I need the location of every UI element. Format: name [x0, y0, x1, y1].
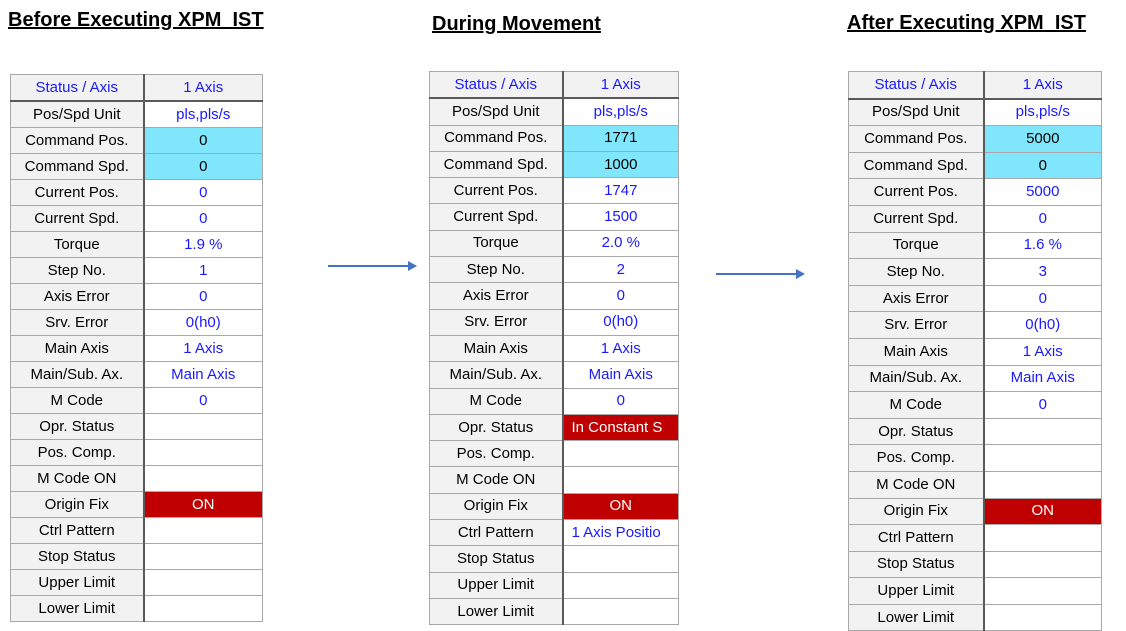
- row-label: Ctrl Pattern: [11, 518, 144, 544]
- row-label: Step No.: [11, 258, 144, 284]
- row-value: 0: [984, 152, 1102, 179]
- row-value: 1 Axis: [984, 72, 1102, 99]
- table-row: [430, 546, 679, 572]
- row-label: Torque: [430, 230, 563, 256]
- row-value: 0: [144, 388, 263, 414]
- row-label: Command Spd.: [11, 154, 144, 180]
- row-label: Command Pos.: [849, 126, 984, 153]
- title-during: During Movement: [432, 13, 601, 35]
- row-value: 5000: [984, 126, 1102, 153]
- row-label: Pos. Comp.: [430, 441, 563, 467]
- table-row: [11, 414, 263, 440]
- table-row: [11, 284, 263, 310]
- row-value: [144, 544, 263, 570]
- title-before: Before Executing XPM_IST: [8, 9, 264, 31]
- table-row: [849, 471, 1102, 498]
- table-row: [849, 578, 1102, 605]
- row-value: [984, 604, 1102, 631]
- row-label: Main Axis: [849, 338, 984, 365]
- row-label: Step No.: [849, 259, 984, 286]
- row-value: [144, 440, 263, 466]
- table-row: [849, 525, 1102, 552]
- table-row: [11, 466, 263, 492]
- row-value: 1500: [563, 204, 679, 230]
- table-row: [11, 362, 263, 388]
- row-value: 0: [144, 154, 263, 180]
- arrow-icon: [716, 267, 806, 281]
- row-label: Status / Axis: [849, 72, 984, 99]
- row-value: Main Axis: [563, 362, 679, 388]
- row-label: Pos/Spd Unit: [430, 98, 563, 125]
- row-label: Upper Limit: [11, 570, 144, 596]
- row-label: Main Axis: [430, 335, 563, 361]
- arrow-icon: [328, 259, 418, 273]
- table-header-row: [430, 72, 679, 99]
- table-row: [11, 232, 263, 258]
- row-label: M Code ON: [849, 471, 984, 498]
- row-value: [144, 466, 263, 492]
- table-row: [849, 205, 1102, 232]
- row-label: Ctrl Pattern: [430, 520, 563, 546]
- row-value: 0: [144, 180, 263, 206]
- row-value: 0(h0): [144, 310, 263, 336]
- row-label: Opr. Status: [849, 418, 984, 445]
- table-row: [430, 98, 679, 125]
- row-value: Main Axis: [984, 365, 1102, 392]
- row-label: Torque: [849, 232, 984, 259]
- table-header-row: [11, 75, 263, 102]
- row-value: [984, 418, 1102, 445]
- table-row: [849, 179, 1102, 206]
- row-label: Main/Sub. Ax.: [11, 362, 144, 388]
- table-row: [11, 310, 263, 336]
- row-label: M Code: [11, 388, 144, 414]
- table-row: [430, 230, 679, 256]
- row-label: Origin Fix: [430, 493, 563, 519]
- table-row: [430, 204, 679, 230]
- table-row: [430, 388, 679, 414]
- row-label: M Code: [430, 388, 563, 414]
- table-row: [849, 551, 1102, 578]
- row-value: 1.9 %: [144, 232, 263, 258]
- row-value: [144, 570, 263, 596]
- table-row: [849, 604, 1102, 631]
- row-value: [563, 598, 679, 624]
- table-row: [11, 492, 263, 518]
- row-label: Lower Limit: [849, 604, 984, 631]
- row-value: [563, 572, 679, 598]
- title-after: After Executing XPM_IST: [847, 12, 1086, 34]
- row-label: Current Spd.: [849, 205, 984, 232]
- row-value: [144, 518, 263, 544]
- row-value: ON: [144, 492, 263, 518]
- table-row: [430, 414, 679, 440]
- row-label: Opr. Status: [430, 414, 563, 440]
- row-label: Ctrl Pattern: [849, 525, 984, 552]
- row-value: [984, 445, 1102, 472]
- row-value: 1 Axis: [984, 338, 1102, 365]
- table-row: [430, 178, 679, 204]
- row-label: Current Pos.: [430, 178, 563, 204]
- row-value: 1: [144, 258, 263, 284]
- row-label: Pos. Comp.: [11, 440, 144, 466]
- table-row: [849, 418, 1102, 445]
- row-label: Current Pos.: [849, 179, 984, 206]
- row-value: [984, 471, 1102, 498]
- table-row: [430, 257, 679, 283]
- row-label: Srv. Error: [430, 309, 563, 335]
- row-value: 1.6 %: [984, 232, 1102, 259]
- row-label: Stop Status: [11, 544, 144, 570]
- row-label: Command Spd.: [849, 152, 984, 179]
- row-value: 1 Axis: [144, 75, 263, 102]
- table-row: [849, 99, 1102, 126]
- row-value: pls,pls/s: [144, 101, 263, 128]
- row-value: [144, 414, 263, 440]
- table-row: [430, 125, 679, 151]
- row-value: 1 Axis: [563, 72, 679, 99]
- table-row: [849, 365, 1102, 392]
- row-label: Origin Fix: [849, 498, 984, 525]
- row-label: Command Pos.: [11, 128, 144, 154]
- row-label: Torque: [11, 232, 144, 258]
- row-label: Pos/Spd Unit: [849, 99, 984, 126]
- row-value: 2: [563, 257, 679, 283]
- row-label: Pos/Spd Unit: [11, 101, 144, 128]
- row-label: Current Spd.: [11, 206, 144, 232]
- table-row: [11, 258, 263, 284]
- row-label: Upper Limit: [849, 578, 984, 605]
- row-label: Command Spd.: [430, 151, 563, 177]
- row-value: pls,pls/s: [563, 98, 679, 125]
- table-row: [430, 493, 679, 519]
- row-value: 5000: [984, 179, 1102, 206]
- row-label: M Code ON: [430, 467, 563, 493]
- table-row: [849, 259, 1102, 286]
- row-value: 1 Axis: [144, 336, 263, 362]
- row-value: 0(h0): [563, 309, 679, 335]
- table-row: [11, 596, 263, 622]
- table-row: [430, 520, 679, 546]
- row-value: [563, 441, 679, 467]
- row-value: [984, 525, 1102, 552]
- table-row: [849, 392, 1102, 419]
- row-label: Stop Status: [430, 546, 563, 572]
- table-row: [11, 336, 263, 362]
- table-row: [430, 151, 679, 177]
- row-value: Main Axis: [144, 362, 263, 388]
- row-value: 3: [984, 259, 1102, 286]
- table-row: [11, 154, 263, 180]
- row-value: 0(h0): [984, 312, 1102, 339]
- row-label: Axis Error: [11, 284, 144, 310]
- row-value: 0: [563, 283, 679, 309]
- row-value: ON: [984, 498, 1102, 525]
- table-row: [849, 338, 1102, 365]
- table-row: [849, 152, 1102, 179]
- row-value: 0: [563, 388, 679, 414]
- row-value: 2.0 %: [563, 230, 679, 256]
- row-value: In Constant S: [563, 414, 679, 440]
- row-label: Status / Axis: [430, 72, 563, 99]
- table-row: [11, 570, 263, 596]
- row-value: [984, 578, 1102, 605]
- row-label: Origin Fix: [11, 492, 144, 518]
- table-row: [430, 362, 679, 388]
- table-row: [849, 312, 1102, 339]
- row-value: [144, 596, 263, 622]
- row-label: Opr. Status: [11, 414, 144, 440]
- table-row: [849, 126, 1102, 153]
- table-header-row: [849, 72, 1102, 99]
- table-row: [849, 445, 1102, 472]
- row-value: ON: [563, 493, 679, 519]
- row-label: Lower Limit: [11, 596, 144, 622]
- table-row: [430, 572, 679, 598]
- row-label: Upper Limit: [430, 572, 563, 598]
- table-row: [849, 232, 1102, 259]
- row-label: M Code ON: [11, 466, 144, 492]
- row-label: Main Axis: [11, 336, 144, 362]
- row-label: Main/Sub. Ax.: [849, 365, 984, 392]
- row-value: 1 Axis: [563, 335, 679, 361]
- table-row: [11, 388, 263, 414]
- row-label: Command Pos.: [430, 125, 563, 151]
- table-row: [11, 518, 263, 544]
- table-row: [11, 101, 263, 128]
- row-value: 1 Axis Positio: [563, 520, 679, 546]
- table-row: [11, 440, 263, 466]
- row-label: Status / Axis: [11, 75, 144, 102]
- row-value: [984, 551, 1102, 578]
- row-label: M Code: [849, 392, 984, 419]
- row-value: 1771: [563, 125, 679, 151]
- row-label: Step No.: [430, 257, 563, 283]
- row-value: 0: [144, 206, 263, 232]
- table-row: [430, 335, 679, 361]
- table-row: [11, 206, 263, 232]
- table-row: [11, 180, 263, 206]
- table-row: [430, 441, 679, 467]
- row-label: Srv. Error: [11, 310, 144, 336]
- table-row: [430, 309, 679, 335]
- table-row: [430, 598, 679, 624]
- table-row: [849, 285, 1102, 312]
- row-value: 1000: [563, 151, 679, 177]
- row-value: 0: [984, 392, 1102, 419]
- row-value: [563, 546, 679, 572]
- table-row: [849, 498, 1102, 525]
- axis-status-table-before: [10, 74, 263, 622]
- row-label: Current Pos.: [11, 180, 144, 206]
- row-label: Main/Sub. Ax.: [430, 362, 563, 388]
- table-row: [11, 544, 263, 570]
- table-row: [430, 467, 679, 493]
- table-row: [11, 128, 263, 154]
- row-label: Lower Limit: [430, 598, 563, 624]
- row-label: Stop Status: [849, 551, 984, 578]
- axis-status-table-during: [429, 71, 679, 625]
- axis-status-table-after: [848, 71, 1102, 631]
- row-value: 0: [984, 285, 1102, 312]
- row-label: Axis Error: [430, 283, 563, 309]
- row-value: 0: [984, 205, 1102, 232]
- row-value: 1747: [563, 178, 679, 204]
- row-label: Srv. Error: [849, 312, 984, 339]
- row-value: 0: [144, 128, 263, 154]
- row-value: 0: [144, 284, 263, 310]
- row-label: Pos. Comp.: [849, 445, 984, 472]
- row-value: pls,pls/s: [984, 99, 1102, 126]
- row-label: Current Spd.: [430, 204, 563, 230]
- table-row: [430, 283, 679, 309]
- row-value: [563, 467, 679, 493]
- row-label: Axis Error: [849, 285, 984, 312]
